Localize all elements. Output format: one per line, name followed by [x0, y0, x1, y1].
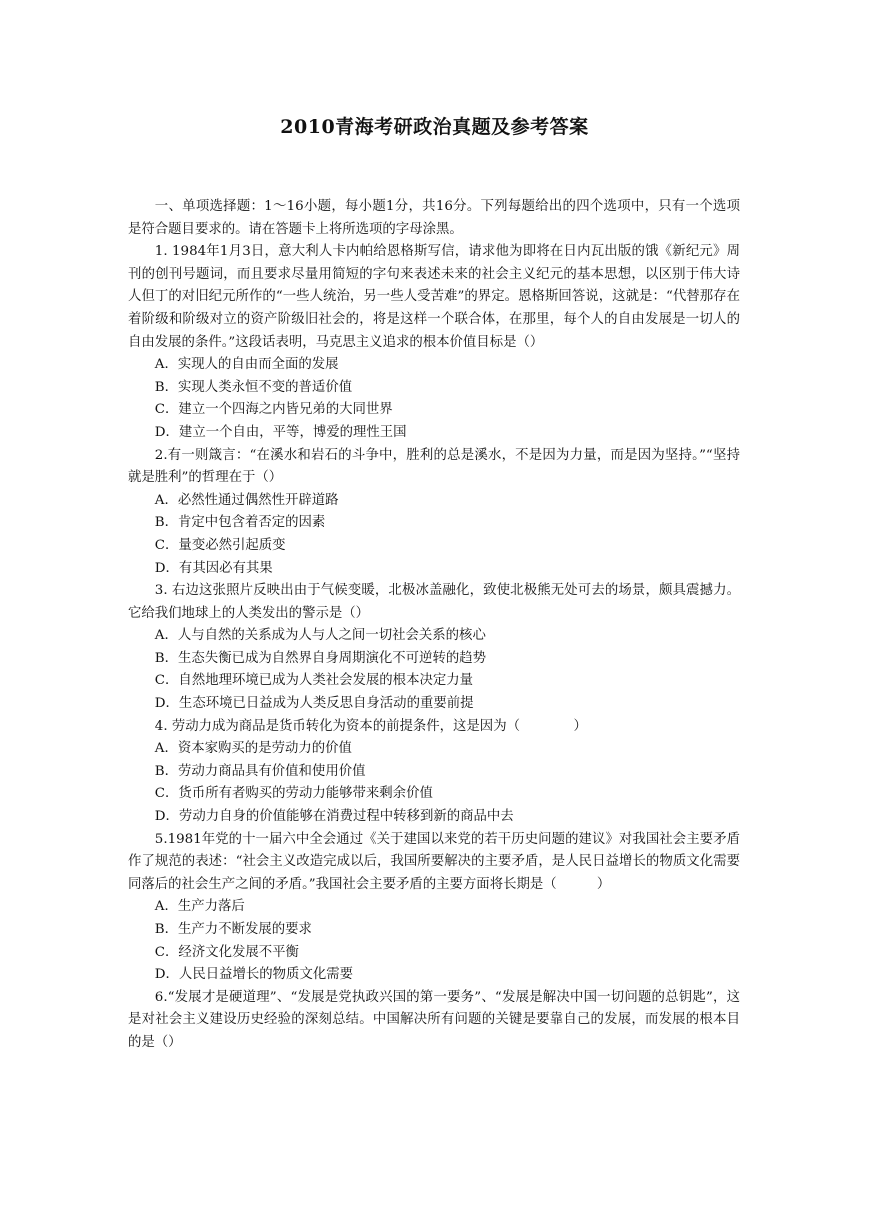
option-a: A．资本家购买的是劳动力的价值: [154, 741, 352, 757]
option-b: B．生态失衡已成为自然界自身周期演化不可逆转的趋势: [154, 650, 487, 666]
option-a: A．生产力落后: [154, 899, 245, 915]
question-3: [128, 580, 740, 716]
option-d: D．劳动力自身的价值能够在消费过程中转移到新的商品中去: [154, 809, 514, 825]
page-title: 2010青海考研政治真题及参考答案: [280, 116, 589, 138]
option-d: D．生态环境已日益成为人类反思自身活动的重要前提: [154, 696, 474, 712]
option-b: B．劳动力商品具有价值和使用价值: [154, 763, 366, 779]
option-d: D．有其因必有其果: [154, 560, 273, 576]
question-stem: 2.有一则箴言：“在溪水和岩石的斗争中，胜利的总是溪水，不是因为力量，而是因为坚持。”“坚持就是胜利”的哲理在于（）: [128, 447, 740, 486]
question-stem: 1. 1984年1月3日，意大利人卡内帕给恩格斯写信，请求他为即将在日内瓦出版的饿《新纪元》周刊的创刊号题词，而且要求尽量用简短的字句来表述未来的社会主义纪元的基本思想，以区别于伟大诗人但丁的对旧纪元所作的“一些人统治，另一些人受苦难”的界定。恩格斯回答说，这就是：“代替那存在着阶级和阶级对立的资产阶级旧社会的，将是这样一个联合体，在那里，每个人的自由发展是一切人的自由发展的条件。”这段话表明，马克思主义追求的根本价值目标是（）: [128, 244, 740, 350]
option-c: C．量变必然引起质变: [154, 537, 286, 553]
question-stem: 3. 右边这张照片反映出由于气候变暖，北极冰盖融化，致使北极熊无处可去的场景，颇具震撼力。它给我们地球上的人类发出的警示是（）: [128, 583, 740, 621]
option-c: C．货币所有者购买的劳动力能够带来剩余价值: [154, 786, 433, 802]
option-d: D．人民日益增长的物质文化需要: [154, 967, 354, 983]
question-4: [128, 716, 740, 829]
option-d: D．建立一个自由，平等，博爱的理性王国: [154, 424, 407, 440]
option-a: A．人与自然的关系成为人与人之间一切社会关系的核心: [154, 628, 486, 644]
question-stem: 4. 劳动力成为商品是货币转化为资本的前提条件，这是因为（ ）: [154, 718, 587, 734]
option-c: C．经济文化发展不平衡: [154, 944, 299, 960]
document-body: [128, 196, 740, 1055]
question-1: [128, 241, 740, 444]
option-c: C．自然地理环境已成为人类社会发展的根本决定力量: [154, 673, 474, 689]
question-2: [128, 445, 740, 581]
question-5: [128, 829, 740, 987]
option-b: B．生产力不断发展的要求: [154, 922, 312, 937]
option-a: A．实现人的自由而全面的发展: [154, 357, 339, 373]
question-6: [128, 987, 740, 1055]
option-b: B．实现人类永恒不变的普适价值: [154, 379, 353, 395]
section-intro: 一、单项选择题：1～16小题，每小题1分，共16分。下列每题给出的四个选项中，只有一个选项是符合题目要求的。请在答题卡上将所选项的字母涂黑。: [128, 199, 740, 237]
question-stem: 5.1981年党的十一届六中全会通过《关于建国以来党的若干历史问题的建议》对我国社会主要矛盾作了规范的表述：“社会主义改造完成以后，我国所要解决的主要矛盾，是人民日益增长的物质文化需要同落后的社会生产之间的矛盾。”我国社会主要矛盾的主要方面将长期是（ ）: [128, 831, 740, 892]
option-a: A．必然性通过偶然性开辟道路: [154, 492, 339, 508]
question-stem: 6.“发展才是硬道理”、“发展是党执政兴国的第一要务”、“发展是解决中国一切问题的总钥匙”，这是对社会主义建设历史经验的深刻总结。中国解决所有问题的关键是要靠自己的发展，而发展的根本目的是（）: [128, 989, 740, 1050]
option-b: B．肯定中包含着否定的因素: [154, 515, 326, 531]
option-c: C．建立一个四海之内皆兄弟的大同世界: [154, 402, 393, 418]
